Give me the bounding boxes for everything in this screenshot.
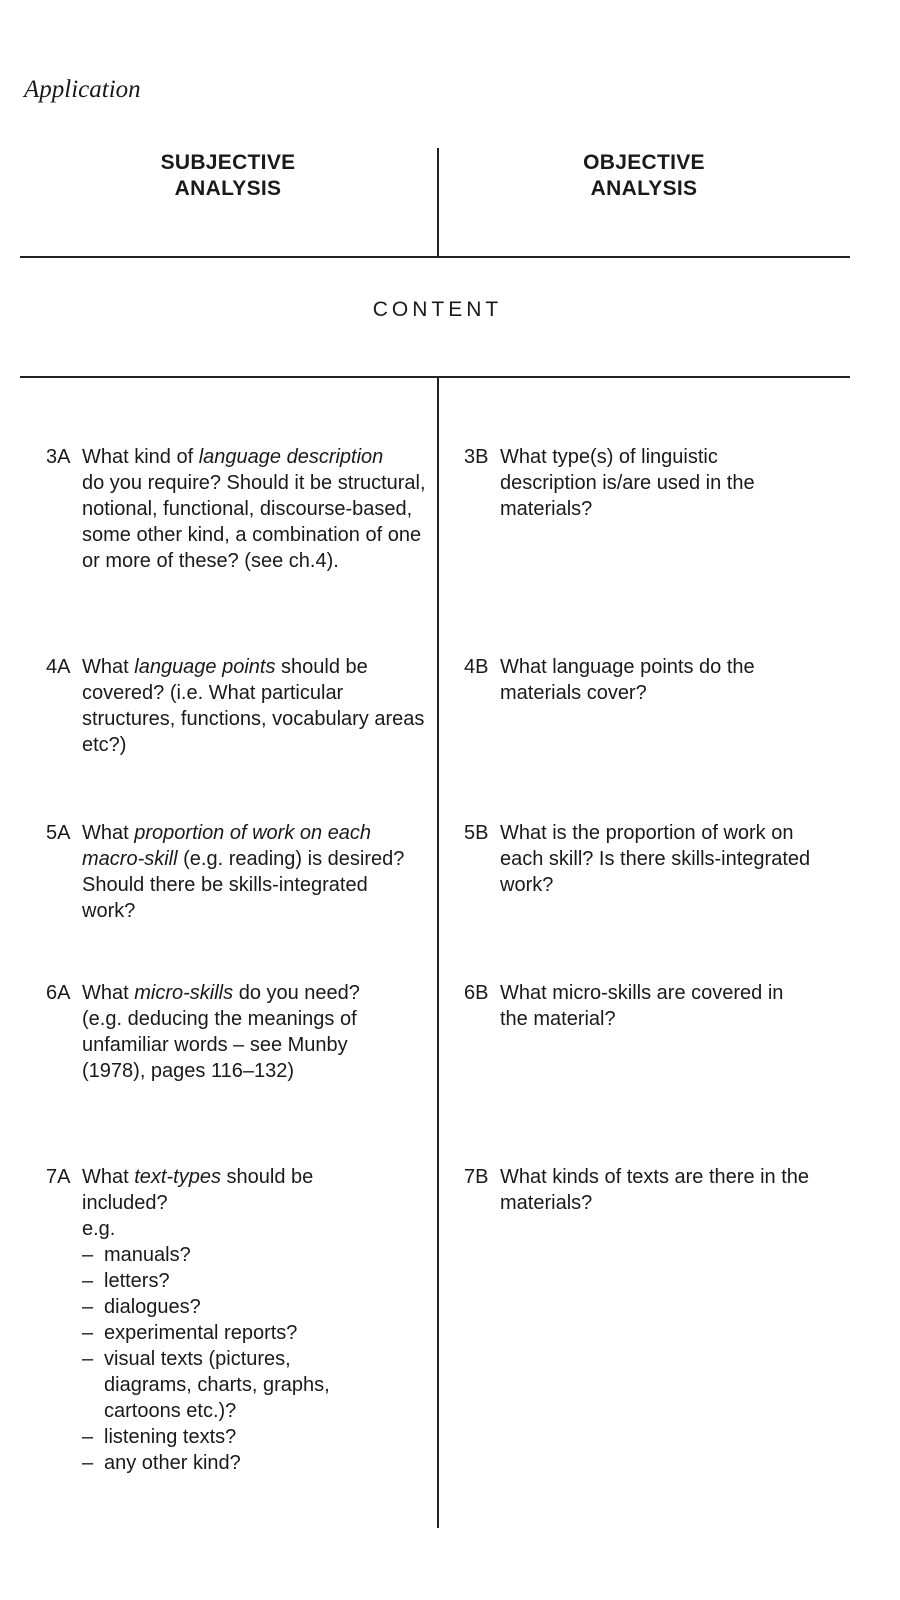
item-7a-question-body: included?	[82, 1192, 168, 1214]
list-item: – dialogues?	[82, 1294, 372, 1320]
item-4a-question-start: What	[82, 656, 135, 678]
item-7b-question-body: materials?	[500, 1192, 593, 1214]
item-5a-first-line	[46, 820, 426, 846]
item-6a-question-start: What	[82, 982, 135, 1004]
item-number: 3A	[46, 446, 71, 468]
item-7a-first-line	[46, 1164, 426, 1190]
item-5a-question-rest: (e.g. reading) is desired? Should there be skills-integrated work?	[82, 848, 405, 922]
item-7b-first-line	[464, 1164, 844, 1190]
subjective-analysis-heading	[78, 150, 378, 202]
item-4b	[464, 654, 844, 706]
column-divider-top	[437, 148, 439, 256]
item-3a-emphasis: language description	[198, 446, 384, 468]
item-3b-first-line	[464, 444, 844, 470]
item-4a-question-body: covered? (i.e. What particular structures, functions, vocabulary areas etc?)	[82, 682, 425, 756]
item-number: 7A	[46, 1166, 71, 1188]
objective-heading-line-2: ANALYSIS	[590, 177, 698, 200]
item-6b-question-start: What micro-skills are covered in	[500, 982, 784, 1004]
objective-analysis-heading	[494, 150, 794, 202]
item-3a-question-start: What kind of	[82, 446, 199, 468]
item-3b-question-start: What type(s) of linguistic	[500, 446, 718, 468]
list-item: – visual texts (pictures, diagrams, charts, graphs, cartoons etc.)?	[82, 1346, 372, 1424]
objective-heading-line-1: OBJECTIVE	[583, 151, 705, 174]
item-6a-question-continue: do you need?	[233, 982, 360, 1004]
running-head: Application	[24, 76, 141, 103]
item-4a-question-continue: should be	[275, 656, 368, 678]
item-4a-emphasis: language points	[134, 656, 276, 678]
text-type-list	[46, 1242, 372, 1476]
item-number: 6B	[464, 982, 489, 1004]
item-3b	[464, 444, 844, 522]
item-7a-eg: e.g.	[82, 1218, 116, 1240]
item-7b	[464, 1164, 844, 1216]
item-5b-question-start: What is the proportion of work on	[500, 822, 794, 844]
item-6b-question-body: the material?	[500, 1008, 616, 1030]
item-number: 5A	[46, 822, 71, 844]
list-item: – manuals?	[82, 1242, 372, 1268]
item-7a-emphasis: text-types	[134, 1166, 221, 1188]
item-7b-question-start: What kinds of texts are there in the	[500, 1166, 810, 1188]
subjective-heading-line-1: SUBJECTIVE	[160, 151, 296, 174]
item-5a-emphasis-2: macro-skill	[82, 848, 178, 870]
column-divider-body	[437, 378, 439, 1528]
item-3b-question-body: description is/are used in the materials?	[500, 472, 755, 520]
header-rule	[20, 256, 850, 258]
list-item: – listening texts?	[82, 1424, 372, 1450]
item-6a-emphasis: micro-skills	[134, 982, 234, 1004]
item-3a-question-body: do you require? Should it be structural, notional, functional, discourse-based, some other kind, a combination of one or more of these? (see ch.4).	[82, 472, 426, 572]
item-4b-question-body: materials cover?	[500, 682, 647, 704]
item-5a-emphasis: proportion of work on each	[134, 822, 372, 844]
item-5b-first-line	[464, 820, 844, 846]
item-6b	[464, 980, 844, 1032]
item-7a-question-start: What	[82, 1166, 135, 1188]
item-number: 5B	[464, 822, 489, 844]
section-title: CONTENT	[372, 298, 503, 321]
item-4b-first-line	[464, 654, 844, 680]
item-5b-question-body: each skill? Is there skills-integrated work?	[500, 848, 811, 896]
item-3a	[46, 444, 426, 574]
item-number: 4A	[46, 656, 71, 678]
list-item: – any other kind?	[82, 1450, 372, 1476]
item-5a-question-body	[46, 846, 426, 924]
item-5b	[464, 820, 844, 898]
list-item: – letters?	[82, 1268, 372, 1294]
item-6a	[46, 980, 426, 1084]
item-5a	[46, 820, 426, 924]
item-number: 6A	[46, 982, 71, 1004]
item-3a-first-line	[46, 444, 426, 470]
subjective-heading-line-2: ANALYSIS	[174, 177, 282, 200]
item-7a	[46, 1164, 426, 1476]
item-4b-question-start: What language points do the	[500, 656, 755, 678]
item-6b-first-line	[464, 980, 844, 1006]
item-number: 4B	[464, 656, 489, 678]
section-rule	[20, 376, 850, 378]
item-6a-first-line	[46, 980, 426, 1006]
list-item: – experimental reports?	[82, 1320, 372, 1346]
item-number: 3B	[464, 446, 489, 468]
item-number: 7B	[464, 1166, 489, 1188]
item-5a-question-start: What	[82, 822, 135, 844]
item-4a-first-line	[46, 654, 426, 680]
item-7a-question-continue: should be	[220, 1166, 314, 1188]
item-6a-question-body: (e.g. deducing the meanings of unfamiliar words – see Munby (1978), pages 116–132)	[82, 1008, 357, 1082]
item-4a	[46, 654, 426, 758]
